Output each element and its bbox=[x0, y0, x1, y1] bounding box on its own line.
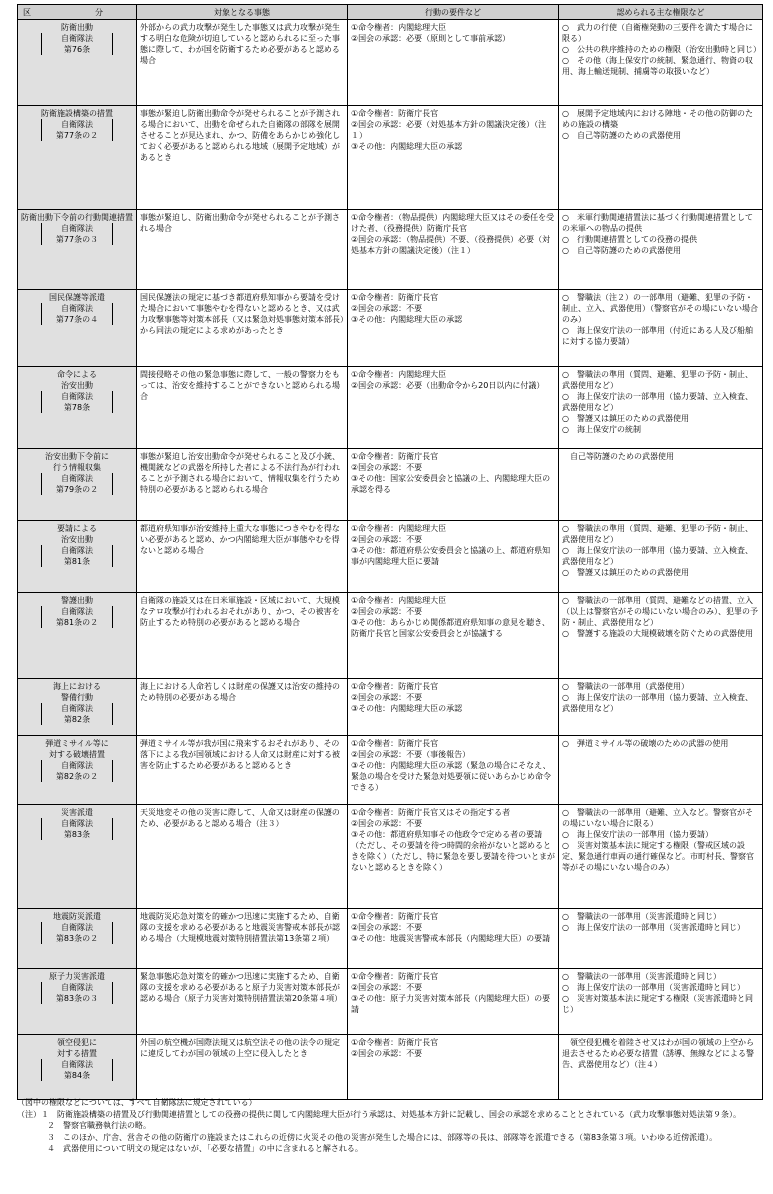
row-category bbox=[18, 593, 137, 679]
category-name: 弾道ミサイル等に bbox=[45, 739, 109, 748]
requirement-item: ②国会の承認：不要 bbox=[351, 463, 423, 472]
law-bracket bbox=[41, 606, 113, 628]
header-powers: 認められる主な権限など bbox=[559, 5, 763, 20]
requirement-item: ②国会の承認：不要 bbox=[351, 923, 423, 932]
requirement-item: ①命令権者：内閣総理大臣 bbox=[351, 370, 447, 379]
power-item: ○ 警職法の一部準用（質問、避難などの措置、立入（以上は警察官がその場にいない場合のみ）、犯罪の予防・制止、武器使用など） bbox=[562, 596, 758, 627]
law-name: 自衛隊法 bbox=[61, 34, 93, 43]
requirement-item: ③その他：あらかじめ関係都道府県知事の意見を聴き、防衛庁長官と国家公安委員会とが協議する bbox=[351, 618, 550, 638]
row-requirements bbox=[348, 210, 559, 290]
law-bracket bbox=[41, 1059, 113, 1081]
row-category bbox=[18, 290, 137, 367]
law-article: 第77条の２ bbox=[55, 131, 99, 140]
requirement-item: ①命令権者：内閣総理大臣 bbox=[351, 596, 447, 605]
requirement-item: ②国会の承認：必要（原則として事前承認） bbox=[351, 34, 511, 43]
row-category bbox=[18, 449, 137, 521]
category-name: 対する破壊措置 bbox=[49, 750, 105, 759]
row-requirements bbox=[348, 969, 559, 1035]
category-name: 原子力災害派遣 bbox=[49, 972, 105, 981]
row-requirements bbox=[348, 20, 559, 106]
row-situation: 天災地変その他の災害に際して、人命又は財産の保護のため、必要があると認める場合（注３） bbox=[137, 805, 348, 909]
footnote-2: ２ 警察官職務執行法の略。 bbox=[47, 1121, 151, 1130]
row-category bbox=[18, 969, 137, 1035]
law-name: 自衛隊法 bbox=[61, 1060, 93, 1069]
row-powers bbox=[559, 1035, 763, 1100]
requirement-item: ①命令権者：防衛庁長官 bbox=[351, 1038, 439, 1047]
row-requirements bbox=[348, 593, 559, 679]
table-row bbox=[18, 449, 763, 521]
table-row bbox=[18, 367, 763, 449]
requirement-item: ③その他：内閣総理大臣の承認 bbox=[351, 142, 463, 151]
category-name: 治安出動 bbox=[61, 535, 93, 544]
header-category: 区 分 bbox=[18, 5, 137, 20]
requirement-item: ①命令権者：防衛庁長官 bbox=[351, 109, 439, 118]
category-name: 対する措置 bbox=[57, 1049, 97, 1058]
footnote-3: ３ このほか、庁舎、営舎その他の防衛庁の施設またはこれらの近傍に火災その他の災害が発生した場合には、部隊等の長は、部隊等を派遣できる（第83条第３項。いわゆる近傍派遣）。 bbox=[47, 1132, 718, 1142]
law-article: 第77条の４ bbox=[55, 315, 99, 324]
requirement-item: ①命令権者：内閣総理大臣 bbox=[351, 524, 447, 533]
table-row bbox=[18, 20, 763, 106]
law-article: 第83条の３ bbox=[55, 994, 99, 1003]
requirement-item: ③その他：都道府県公安委員会と協議の上、都道府県知事が内閣総理大臣に要請 bbox=[351, 546, 551, 566]
law-article: 第81条の２ bbox=[55, 618, 99, 627]
law-article: 第82条 bbox=[63, 715, 91, 724]
row-requirements bbox=[348, 290, 559, 367]
row-category bbox=[18, 367, 137, 449]
header-row bbox=[18, 5, 763, 20]
law-bracket bbox=[41, 545, 113, 567]
table-row bbox=[18, 679, 763, 736]
row-powers bbox=[559, 210, 763, 290]
law-bracket bbox=[41, 473, 113, 495]
power-item: ○ 武力の行使（自衛権発動の三要件を満たす場合に限る） bbox=[562, 23, 753, 43]
law-name: 自衛隊法 bbox=[61, 120, 93, 129]
table-row bbox=[18, 210, 763, 290]
row-category bbox=[18, 805, 137, 909]
law-bracket bbox=[41, 391, 113, 413]
law-bracket bbox=[41, 223, 113, 245]
row-category bbox=[18, 1035, 137, 1100]
power-item: ○ その他（海上保安庁の統制、緊急通行、物資の収用、海上輸送規制、捕虜等の取扱いなど） bbox=[562, 56, 753, 76]
power-item: ○ 海上保安庁法の一部準用（協力要請、立入検査、武器使用など） bbox=[562, 392, 753, 412]
requirement-item: ③その他：地震災害警戒本部長（内閣総理大臣）の要請 bbox=[351, 934, 551, 943]
category-name: 命令による bbox=[57, 370, 97, 379]
power-item: 自己等防護のための武器使用 bbox=[562, 452, 674, 461]
power-item: ○ 展開予定地域内における陣地・その他の防御のための施設の構築 bbox=[562, 109, 753, 129]
law-name: 自衛隊法 bbox=[61, 704, 93, 713]
law-article: 第78条 bbox=[63, 403, 91, 412]
table-row bbox=[18, 290, 763, 367]
table-row bbox=[18, 1035, 763, 1100]
requirement-item: ②国会の承認：不要 bbox=[351, 983, 423, 992]
power-item: ○ 警職法の一部準用（避難、立入など。警察官がその場にいない場合に限る） bbox=[562, 808, 753, 828]
row-powers bbox=[559, 367, 763, 449]
row-requirements bbox=[348, 736, 559, 805]
row-requirements bbox=[348, 909, 559, 969]
requirement-item: ③その他：内閣総理大臣の承認 bbox=[351, 315, 463, 324]
power-item: ○ 自己等防護のための武器使用 bbox=[562, 246, 681, 255]
law-name: 自衛隊法 bbox=[61, 224, 93, 233]
law-bracket bbox=[41, 33, 113, 55]
power-item: ○ 警職法の一部準用（災害派遣時と同じ） bbox=[562, 912, 721, 921]
row-situation: 事態が緊迫し、防衛出動命令が発せられることが予測される場合 bbox=[137, 210, 348, 290]
requirement-item: ②国会の承認：不要 bbox=[351, 304, 423, 313]
row-situation: 地震防災応急対策を的確かつ迅速に実施するため、自衛隊の支援を求める必要があると地震災害警戒本部長が認める場合（大規模地震対策特別措置法第13条第２項） bbox=[137, 909, 348, 969]
power-item: ○ 弾道ミサイル等の破壊のための武器の使用 bbox=[562, 739, 729, 748]
footnote-1: （注）１ 防衛施設構築の措置及び行動関連措置としての役務の提供に関して内閣総理大臣が行う承認は、対処基本方針に記載し、国会の承認を求めることとされている（武力攻撃事態対処法第９条）。 bbox=[17, 1109, 741, 1119]
requirement-item: ①命令権者：防衛庁長官又はその指定する者 bbox=[351, 808, 511, 817]
law-bracket bbox=[41, 922, 113, 944]
power-item: ○ 警職法の一部準用（災害派遣時と同じ） bbox=[562, 972, 721, 981]
power-item: 領空侵犯機を着陸させ又はわが国の領域の上空から退去させるため必要な措置（誘導、無線などによる警告、武器使用など）（注４） bbox=[562, 1038, 754, 1069]
law-article: 第83条 bbox=[63, 830, 91, 839]
power-item: ○ 警護又は鎮圧のための武器使用 bbox=[562, 568, 689, 577]
law-name: 自衛隊法 bbox=[61, 923, 93, 932]
requirement-item: ①命令権者：防衛庁長官 bbox=[351, 682, 439, 691]
law-name: 自衛隊法 bbox=[61, 474, 93, 483]
power-item: ○ 海上保安庁法の一部準用（協力要請） bbox=[562, 830, 713, 839]
power-item: ○ 警職法の準用（質問、避難、犯罪の予防・制止、武器使用など） bbox=[562, 524, 753, 544]
requirement-item: ②国会の承認：不要 bbox=[351, 535, 423, 544]
law-article: 第82条の２ bbox=[55, 772, 99, 781]
law-bracket bbox=[41, 703, 113, 725]
law-bracket bbox=[41, 818, 113, 840]
requirement-item: ①命令権者：防衛庁長官 bbox=[351, 739, 439, 748]
row-situation: 事態が緊迫し治安出動命令が発せられること及び小銃、機関銃などの武器を所持した者による不法行為が行われることが予測される場合において、情報収集を行うため特別の必要があると認められる場合 bbox=[137, 449, 348, 521]
row-requirements bbox=[348, 449, 559, 521]
power-item: ○ 公共の秩序維持のための権限（治安出動時と同じ） bbox=[562, 45, 761, 54]
power-item: ○ 警護する施設の大規模破壊を防ぐための武器使用 bbox=[562, 629, 753, 638]
law-bracket bbox=[41, 119, 113, 141]
power-item: ○ 警職法の準用（質問、避難、犯罪の予防・制止、武器使用など） bbox=[562, 370, 753, 390]
law-name: 自衛隊法 bbox=[61, 392, 93, 401]
row-requirements bbox=[348, 679, 559, 736]
category-name: 警護出動 bbox=[61, 596, 93, 605]
table-row bbox=[18, 969, 763, 1035]
law-bracket bbox=[41, 982, 113, 1004]
power-item: ○ 海上保安庁法の一部準用（災害派遣時と同じ） bbox=[562, 923, 745, 932]
row-powers bbox=[559, 106, 763, 210]
power-item: ○ 警職法（注２）の一部準用（避難、犯罪の予防・制止、立入、武器使用）（警察官がその場にいない場合のみ） bbox=[562, 293, 758, 324]
law-name: 自衛隊法 bbox=[61, 819, 93, 828]
row-situation: 弾道ミサイル等が我が国に飛来するおそれがあり、その落下による我が国領域における人命又は財産に対する被害を防止するため必要があると認めるとき bbox=[137, 736, 348, 805]
category-name: 防衛出動下令前の行動関連措置 bbox=[21, 213, 133, 222]
row-situation: 都道府県知事が治安維持上重大な事態につきやむを得ない必要があると認め、かつ内閣総理大臣が事態やむを得ないと認める場合 bbox=[137, 521, 348, 593]
law-bracket bbox=[41, 760, 113, 782]
row-requirements bbox=[348, 521, 559, 593]
power-item: ○ 海上保安庁の統制 bbox=[562, 425, 641, 434]
requirement-item: ③その他：原子力災害対策本部長（内閣総理大臣）の要請 bbox=[351, 994, 551, 1014]
requirement-item: ②国会の承認：不要 bbox=[351, 1049, 423, 1058]
row-category bbox=[18, 909, 137, 969]
power-item: ○ 海上保安庁法の一部準用（付近にある人及び船舶に対する協力要請） bbox=[562, 326, 753, 346]
law-bracket bbox=[41, 303, 113, 325]
row-powers bbox=[559, 909, 763, 969]
law-article: 第81条 bbox=[63, 557, 91, 566]
law-article: 第84条 bbox=[63, 1071, 91, 1080]
row-category bbox=[18, 736, 137, 805]
requirement-item: ②国会の承認：必要（対処基本方針の閣議決定後）（注１） bbox=[351, 120, 547, 140]
power-item: ○ 警護又は鎮圧のための武器使用 bbox=[562, 414, 689, 423]
row-requirements bbox=[348, 367, 559, 449]
requirement-item: ①命令権者：防衛庁長官 bbox=[351, 293, 439, 302]
category-name: 治安出動下令前に bbox=[45, 452, 109, 461]
row-powers bbox=[559, 20, 763, 106]
power-item: ○ 海上保安庁法の一部準用（災害派遣時と同じ） bbox=[562, 983, 745, 992]
footnote-intro: （図中の権限などについては、すべて自衛隊法に規定されている） bbox=[17, 1098, 257, 1107]
requirement-item: ①命令権者：防衛庁長官 bbox=[351, 972, 439, 981]
requirement-item: ②国会の承認：不要（事後報告） bbox=[351, 750, 471, 759]
requirement-item: ①命令権者：防衛庁長官 bbox=[351, 452, 439, 461]
table-row bbox=[18, 106, 763, 210]
category-name: 警備行動 bbox=[61, 693, 93, 702]
law-name: 自衛隊法 bbox=[61, 607, 93, 616]
header-requirements: 行動の要件など bbox=[348, 5, 559, 20]
row-powers bbox=[559, 521, 763, 593]
law-name: 自衛隊法 bbox=[61, 983, 93, 992]
row-powers bbox=[559, 290, 763, 367]
requirement-item: ①命令権者：（物品提供）内閣総理大臣又はその委任を受けた者、（役務提供）防衛庁長官 bbox=[351, 213, 555, 233]
category-name: 防衛施設構築の措置 bbox=[41, 109, 113, 118]
category-name: 治安出動 bbox=[61, 381, 93, 390]
power-item: ○ 海上保安庁法の一部準用（協力要請、立入検査、武器使用など） bbox=[562, 693, 753, 713]
row-requirements bbox=[348, 805, 559, 909]
requirement-item: ②国会の承認：必要（出動命令から20日以内に付議） bbox=[351, 381, 545, 390]
row-situation: 外部からの武力攻撃が発生した事態又は武力攻撃が発生する明白な危険が切迫していると認められるに至った事態に際して、わが国を防衛するため必要があると認める場合 bbox=[137, 20, 348, 106]
row-situation: 自衛隊の施設又は在日米軍施設・区域において、大規模なテロ攻撃が行われるおそれがあり、かつ、その被害を防止するため特別の必要があると認める場合 bbox=[137, 593, 348, 679]
table-row bbox=[18, 909, 763, 969]
power-item: ○ 海上保安庁法の一部準用（協力要請、立入検査、武器使用など） bbox=[562, 546, 753, 566]
law-name: 自衛隊法 bbox=[61, 304, 93, 313]
category-name: 国民保護等派遣 bbox=[49, 293, 105, 302]
power-item: ○ 行動関連措置としての役務の提供 bbox=[562, 235, 697, 244]
power-item: ○ 災害対策基本法に規定する権限（警戒区域の設定、緊急通行車両の通行確保など。市町村長、警察官等がその場にいない場合のみ） bbox=[562, 841, 754, 872]
category-name: 災害派遣 bbox=[61, 808, 93, 817]
row-powers bbox=[559, 969, 763, 1035]
requirement-item: ③その他：国家公安委員会と協議の上、内閣総理大臣の承認を得る bbox=[351, 474, 551, 494]
requirement-item: ③その他：内閣総理大臣の承認 bbox=[351, 704, 463, 713]
row-category bbox=[18, 521, 137, 593]
row-situation: 海上における人命若しくは財産の保護又は治安の維持のため特別の必要がある場合 bbox=[137, 679, 348, 736]
requirement-item: ①命令権者：内閣総理大臣 bbox=[351, 23, 447, 32]
law-name: 自衛隊法 bbox=[61, 546, 93, 555]
power-item: ○ 災害対策基本法に規定する権限（災害派遣時と同じ） bbox=[562, 994, 753, 1014]
table-row bbox=[18, 593, 763, 679]
category-name: 地震防災派遣 bbox=[53, 912, 101, 921]
row-category bbox=[18, 20, 137, 106]
category-name: 行う情報収集 bbox=[53, 463, 101, 472]
row-situation: 国民保護法の規定に基づき都道府県知事から要請を受けた場合において事態やむを得ないと認めるとき、又は武力攻撃事態等対策本部長（又は緊急対処事態対策本部長）から同法の規定による求めがあったとき bbox=[137, 290, 348, 367]
row-powers bbox=[559, 449, 763, 521]
category-name: 領空侵犯に bbox=[57, 1038, 97, 1047]
row-situation: 緊急事態応急対策を的確かつ迅速に実施するため、自衛隊の支援を求める必要があると原子力災害対策本部長が認める場合（原子力災害対策特別措置法第20条第４項） bbox=[137, 969, 348, 1035]
row-powers bbox=[559, 593, 763, 679]
table-body bbox=[18, 20, 763, 1100]
row-situation: 事態が緊迫し防衛出動命令が発せられることが予測される場合において、出動を命ぜられた自衛隊の部隊を展開させることが見込まれ、かつ、防備をあらかじめ強化しておく必要があると認められる地域（展開予定地域）があるとき bbox=[137, 106, 348, 210]
law-article: 第79条の２ bbox=[55, 485, 99, 494]
requirement-item: ②国会の承認：（物品提供）不要、（役務提供）必要（対処基本方針の閣議決定後）（注１） bbox=[351, 235, 551, 255]
category-name: 防衛出動 bbox=[61, 23, 93, 32]
row-category bbox=[18, 679, 137, 736]
table-row bbox=[18, 805, 763, 909]
row-powers bbox=[559, 679, 763, 736]
footnote-4: ４ 武器使用について明文の規定はないが、「必要な措置」の中に含まれると解される。 bbox=[47, 1144, 363, 1153]
authority-table bbox=[17, 4, 763, 1100]
requirement-item: ③その他：内閣総理大臣の承認（緊急の場合にそなえ、緊急の場合を受けた緊急対処要領に従いあらかじめ命令できる） bbox=[351, 761, 551, 792]
category-name: 海上における bbox=[53, 682, 101, 691]
law-name: 自衛隊法 bbox=[61, 761, 93, 770]
row-category bbox=[18, 210, 137, 290]
row-situation: 外国の航空機が国際法規又は航空法その他の法令の規定に違反してわが国の領域の上空に侵入したとき bbox=[137, 1035, 348, 1100]
requirement-item: ③その他：都道府県知事その他政令で定める者の要請（ただし、その要請を待つ時間的余裕がないと認めるときを除く）（ただし、特に緊急を要し要請を待ついとまがないと認めるときを除く） bbox=[351, 830, 555, 872]
power-item: ○ 警職法の一部準用（武器使用） bbox=[562, 682, 689, 691]
row-requirements bbox=[348, 106, 559, 210]
requirement-item: ②国会の承認：不要 bbox=[351, 693, 423, 702]
law-article: 第77条の３ bbox=[55, 235, 99, 244]
category-name: 要請による bbox=[57, 524, 97, 533]
power-item: ○ 米軍行動関連措置法に基づく行動関連措置としての米軍への物品の提供 bbox=[562, 213, 753, 233]
requirement-item: ①命令権者：防衛庁長官 bbox=[351, 912, 439, 921]
row-situation: 間接侵略その他の緊急事態に際して、一般の警察力をもっては、治安を維持することができないと認められる場合 bbox=[137, 367, 348, 449]
header-situation: 対象となる事態 bbox=[137, 5, 348, 20]
row-category bbox=[18, 106, 137, 210]
power-item: ○ 自己等防護のための武器使用 bbox=[562, 131, 681, 140]
row-powers bbox=[559, 805, 763, 909]
footnotes bbox=[17, 1097, 765, 1155]
table-row bbox=[18, 736, 763, 805]
table-row bbox=[18, 521, 763, 593]
requirement-item: ②国会の承認：不要 bbox=[351, 819, 423, 828]
law-article: 第83条の２ bbox=[55, 934, 99, 943]
row-powers bbox=[559, 736, 763, 805]
row-requirements bbox=[348, 1035, 559, 1100]
requirement-item: ②国会の承認：不要 bbox=[351, 607, 423, 616]
law-article: 第76条 bbox=[63, 45, 91, 54]
